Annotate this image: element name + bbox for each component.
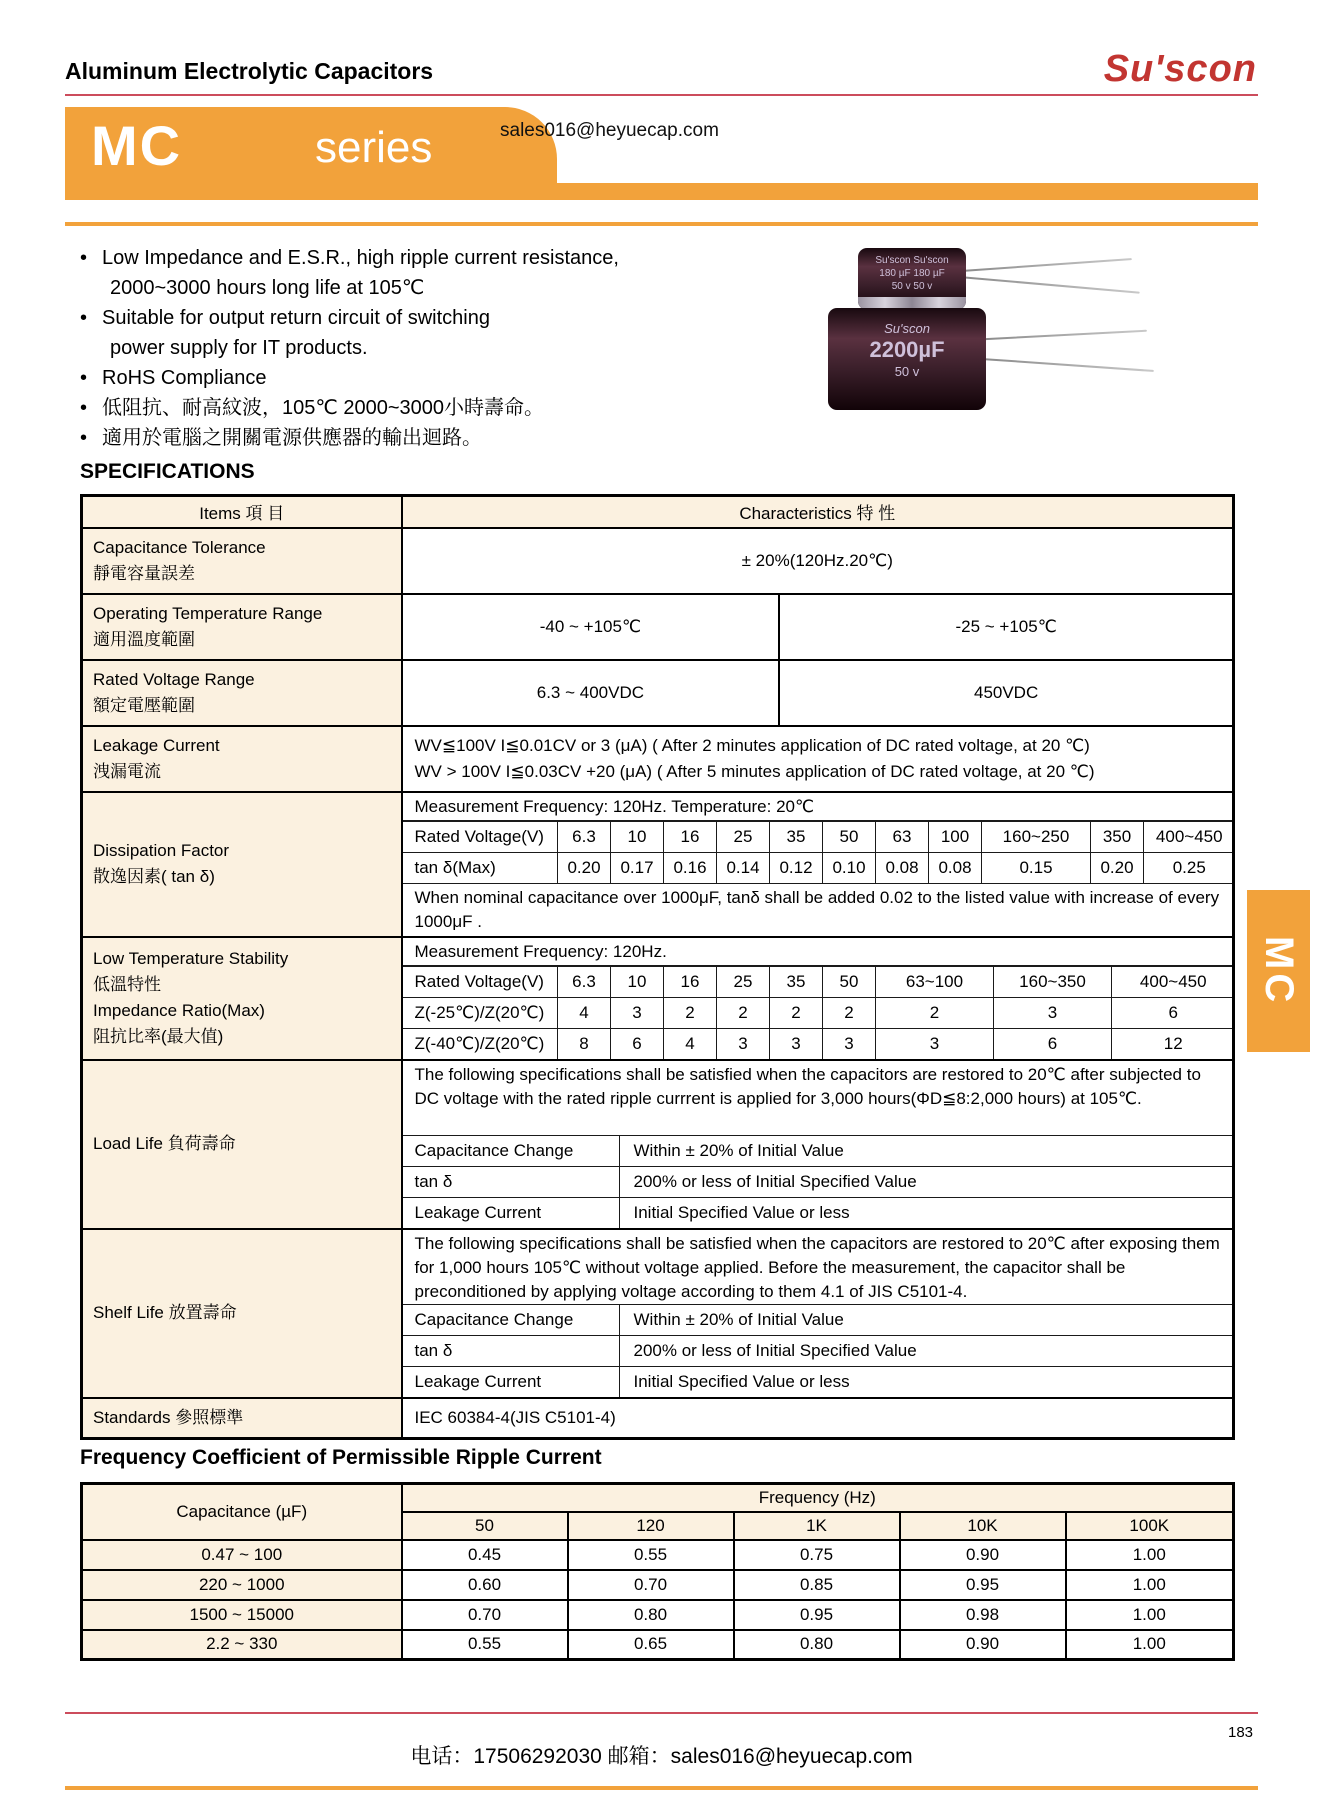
capacitance-column-header: Capacitance (µF) <box>82 1484 402 1540</box>
capacitor-crimp-band <box>858 297 966 308</box>
capacitor-photo <box>800 236 1160 401</box>
table-row: 220 ~ 1000 0.60 0.70 0.85 0.95 1.00 <box>82 1570 1234 1600</box>
list-item <box>80 423 800 453</box>
footer-orange-rule <box>65 1786 1258 1790</box>
shelf-life-cell <box>402 1229 1234 1398</box>
rated-voltage-values <box>402 660 1234 726</box>
dissipation-measurement-condition: Measurement Frequency: 120Hz. Temperature: 20℃ <box>403 793 1233 822</box>
series-word: series <box>315 123 433 172</box>
table-row: 0.47 ~ 100 0.45 0.55 0.75 0.90 1.00 <box>82 1540 1234 1570</box>
load-life-row: Leakage Current Initial Specified Value or less <box>403 1197 1233 1228</box>
capacitor-large-value: 2200µF <box>869 337 945 362</box>
series-side-tab <box>1247 890 1310 1052</box>
row-label-capacitance-tolerance: Capacitance Tolerance 靜電容量誤差 <box>82 528 402 594</box>
capacitor-lead <box>982 358 1154 372</box>
leakage-current-value: WV≦100V I≦0.01CV or 3 (μA) ( After 2 minutes application of DC rated voltage, at 20 ℃) WV > 100V I≦0.03CV +20 (μA) ( After 5 minutes application of DC rated voltage, at 20 ℃) <box>402 726 1234 792</box>
capacitor-large-voltage: 50 v <box>894 364 920 379</box>
series-side-tab-label: MC <box>1257 935 1301 1007</box>
brand-logo: Su'scon <box>1103 48 1257 90</box>
dissipation-factor-cell <box>402 792 1234 937</box>
table-row: 1500 ~ 15000 0.70 0.80 0.95 0.98 1.00 <box>82 1600 1234 1630</box>
list-item <box>80 363 800 393</box>
op-temp-standard: -40 ~ +105℃ <box>539 616 642 636</box>
row-label-standards: Standards 參照標準 <box>82 1398 402 1439</box>
capacitor-large <box>828 308 986 410</box>
load-life-row: Capacitance Change Within ± 20% of Initial Value <box>403 1135 1233 1166</box>
low-temp-measurement-condition: Measurement Frequency: 120Hz. <box>403 938 1233 967</box>
op-temp-high-voltage: -25 ~ +105℃ <box>778 595 1232 659</box>
bullet-icon: • <box>80 427 88 449</box>
capacitor-small-value: 180 µF 180 µF <box>879 268 945 279</box>
frequency-header: Frequency (Hz) <box>402 1484 1234 1512</box>
bullet-icon: • <box>80 247 88 269</box>
shelf-life-row: Leakage Current Initial Specified Value or less <box>403 1366 1233 1397</box>
capacitor-small-brand: Su'scon Su'scon <box>875 255 949 266</box>
frequency-coefficient-table <box>80 1482 1235 1661</box>
feature-list <box>80 243 800 453</box>
feature-text: 2000~3000 hours long life at 105℃ <box>110 277 425 299</box>
capacitor-lead <box>982 330 1147 341</box>
contact-email: sales016@heyuecap.com <box>500 120 719 141</box>
row-label-load-life: Load Life 負荷壽命 <box>82 1060 402 1229</box>
page-number: 183 <box>1228 1724 1254 1741</box>
freq-col-50: 50 <box>402 1512 568 1540</box>
shelf-life-row: Capacitance Change Within ± 20% of Initial Value <box>403 1304 1233 1335</box>
series-banner <box>65 107 557 200</box>
row-label-rated-voltage: Rated Voltage Range 額定電壓範圍 <box>82 660 402 726</box>
load-life-description: The following specifications shall be satisfied when the capacitors are restored to 20℃ after subjected to DC voltage with the rated ripple currrent is applied for 3,000 hours(ΦD≦8:2,000 hours) at 105℃. <box>414 1064 1201 1108</box>
header-rule <box>65 94 1258 96</box>
capacitor-small <box>858 248 966 310</box>
dissipation-note: When nominal capacitance over 1000μF, tanδ shall be added 0.02 to the listed value with increase of every 1000μF . <box>403 883 1233 936</box>
freq-col-100k: 100K <box>1066 1512 1234 1540</box>
shelf-life-row: tan δ 200% or less of Initial Specified Value <box>403 1335 1233 1366</box>
row-label-shelf-life: Shelf Life 放置壽命 <box>82 1229 402 1398</box>
freq-col-10k: 10K <box>900 1512 1066 1540</box>
freq-col-1k: 1K <box>734 1512 900 1540</box>
specifications-heading: SPECIFICATIONS <box>80 460 255 483</box>
shelf-life-description: The following specifications shall be satisfied when the capacitors are restored to 20℃ after exposing them for 1,000 hours 105℃ without voltage applied. Before the measurement, the capacitor shall be preconditioned by applying voltage according to them 4.1 of JIS C5101-4. <box>414 1233 1220 1301</box>
feature-text: RoHS Compliance <box>102 367 267 389</box>
page-title: Aluminum Electrolytic Capacitors <box>65 58 434 84</box>
row-label-dissipation-factor: Dissipation Factor 散逸因素( tan δ) <box>82 792 402 937</box>
series-code: MC <box>91 114 183 177</box>
table-row: 2.2 ~ 330 0.55 0.65 0.80 0.90 1.00 <box>82 1630 1234 1660</box>
dissipation-table: Rated Voltage(V) 6.3 10 16 25 35 50 63 100 160~250 350 400~450 tan δ(Max) 0.20 0.17 0.16 0.14 0.12 0.10 0.08 0.08 0.15 0.20 0.25 <box>403 822 1235 883</box>
frequency-coefficient-heading: Frequency Coefficient of Permissible Ripple Current <box>80 1446 602 1469</box>
feature-text: Low Impedance and E.S.R., high ripple current resistance, <box>102 247 619 269</box>
feature-text: 適用於電腦之開關電源供應器的輸出迴路。 <box>102 427 482 449</box>
load-life-cell <box>402 1060 1234 1229</box>
bullet-icon: • <box>80 397 88 419</box>
capacitor-lead <box>962 258 1132 272</box>
row-label-low-temperature-stability: Low Temperature Stability 低溫特性 Impedance Ratio(Max) 阻抗比率(最大值) <box>82 937 402 1060</box>
column-header-characteristics: Characteristics 特 性 <box>402 496 1234 528</box>
bullet-icon: • <box>80 307 88 329</box>
load-life-row: tan δ 200% or less of Initial Specified Value <box>403 1166 1233 1197</box>
row-label-leakage-current: Leakage Current 洩漏電流 <box>82 726 402 792</box>
capacitance-tolerance-value: ± 20%(120Hz.20℃) <box>402 528 1234 594</box>
rated-voltage-standard: 6.3 ~ 400VDC <box>536 682 644 702</box>
capacitor-large-brand: Su'scon <box>884 321 930 336</box>
list-item <box>80 243 800 303</box>
footer-contact: 电话：17506292030 邮箱：sales016@heyuecap.com <box>410 1745 913 1768</box>
standards-value: IEC 60384-4(JIS C5101-4) <box>402 1398 1234 1439</box>
freq-col-120: 120 <box>568 1512 734 1540</box>
impedance-ratio-table: Rated Voltage(V) 6.3 10 16 25 35 50 63~100 160~350 400~450 Z(-25℃)/Z(20℃) 4 3 2 2 2 2 2 3 6 Z(-40℃)/Z(20℃) 8 6 4 3 3 3 3 6 12 <box>403 967 1235 1059</box>
capacitor-small-voltage: 50 v 50 v <box>891 281 933 292</box>
feature-text: Suitable for output return circuit of switching <box>102 307 490 329</box>
rated-voltage-high: 450VDC <box>778 661 1232 725</box>
operating-temperature-values <box>402 594 1234 660</box>
footer-rule <box>65 1712 1258 1714</box>
bullet-icon: • <box>80 367 88 389</box>
row-label-operating-temperature: Operating Temperature Range 適用溫度範圍 <box>82 594 402 660</box>
feature-text: power supply for IT products. <box>110 337 368 359</box>
list-item <box>80 393 800 423</box>
list-item <box>80 303 800 363</box>
low-temperature-cell <box>402 937 1234 1060</box>
feature-text: 低阻抗、耐高紋波，105℃ 2000~3000小時壽命。 <box>102 397 545 419</box>
banner-underline <box>65 222 1258 226</box>
specifications-table <box>80 494 1235 1440</box>
column-header-items: Items 項 目 <box>82 496 402 528</box>
capacitor-lead <box>962 276 1139 294</box>
